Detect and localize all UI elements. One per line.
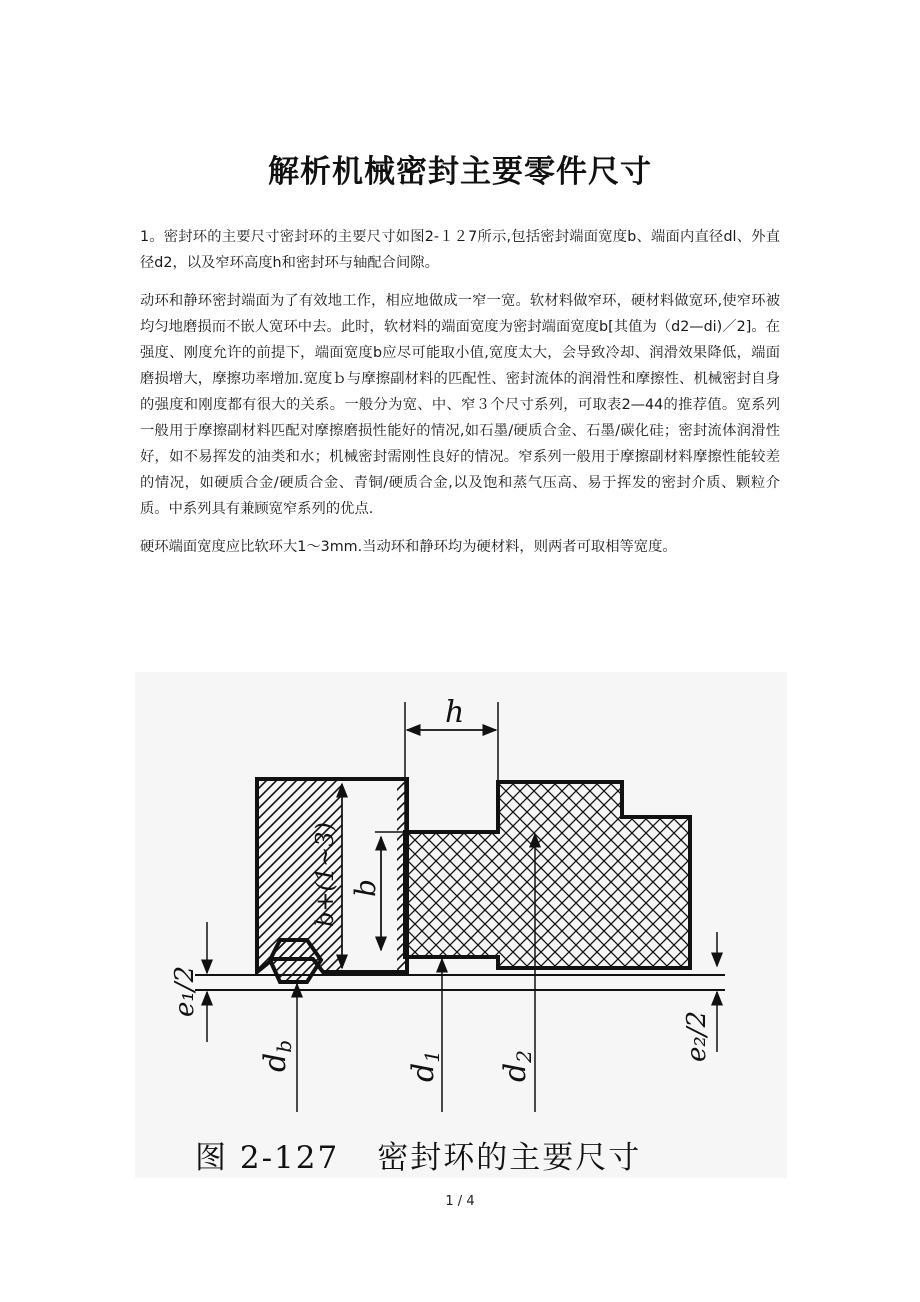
left-ring-blank xyxy=(342,779,397,971)
label-b-plus: b+(1~3) xyxy=(311,822,339,927)
figure-caption xyxy=(195,1132,755,1177)
right-ring-section xyxy=(405,782,690,968)
caption-text: 密封环的主要尺寸 xyxy=(377,1140,642,1176)
label-b: b xyxy=(349,879,382,897)
label-d1-sub: 1 xyxy=(420,1050,444,1063)
label-d1-main: d xyxy=(406,1062,441,1082)
paragraph-2: 动环和静环密封端面为了有效地工作，相应地做成一窄一宽。软材料做窄环，硬材料做宽环,使窄环被均匀地磨损而不嵌人宽环中去。此时，软材料的端面宽度为密封端面宽度b[其值为（d2—di)／2]。在强度、刚度允许的前提下，端面宽度b应尽可能取小值,宽度太大，会导致冷却、润滑效果降低，端面磨损增大，摩擦功率增加.宽度ｂ与摩擦副材料的匹配性、密封流体的润滑性和摩擦性、机械密封自身的强度和刚度都有很大的关系。一般分为宽、中、窄３个尺寸系列，可取表2—44的推荐值。宽系列一般用于摩擦副材料匹配对摩擦磨损性能好的情况,如石墨/硬质合金、石墨/碳化硅；密封流体润滑性好，如不易挥发的油类和水；机械密封需刚性良好的情况。窄系列一般用于摩擦副材料摩擦性能较差的情况，如硬质合金/硬质合金、青铜/硬质合金,以及饱和蒸气压高、易于挥发的密封介质、颗粒介质。中系列具有兼顾宽窄系列的优点. xyxy=(140,293,780,517)
label-e1: e₁/2 xyxy=(170,965,200,1017)
label-h: h xyxy=(445,695,465,730)
seal-ring-diagram xyxy=(135,672,787,1178)
paragraph-3: 硬环端面宽度应比软环大1～3mm.当动环和静环均为硬材料，则两者可取相等宽度。 xyxy=(140,539,677,555)
page-title: 解析机械密封主要零件尺寸 xyxy=(268,154,652,190)
paragraph-1: 1。密封环的主要尺寸密封环的主要尺寸如图2-１２7所示,包括密封端面宽度b、端面内直径dl、外直径d2，以及窄环高度h和密封环与轴配合间隙。 xyxy=(140,229,780,271)
label-db-main: d xyxy=(258,1052,293,1072)
caption-number: 图 2-127 xyxy=(195,1140,340,1176)
seal-ring-figure xyxy=(135,672,787,1178)
label-d1 xyxy=(406,1050,444,1082)
label-d2-sub: 2 xyxy=(512,1050,536,1063)
label-db-sub: b xyxy=(272,1039,296,1053)
body-text xyxy=(140,224,780,574)
label-e2: e₂/2 xyxy=(682,1010,712,1062)
label-db xyxy=(258,1040,296,1072)
label-d2-main: d xyxy=(498,1062,533,1082)
page-number: 1 / 4 xyxy=(445,1194,475,1209)
label-d2 xyxy=(498,1050,536,1082)
